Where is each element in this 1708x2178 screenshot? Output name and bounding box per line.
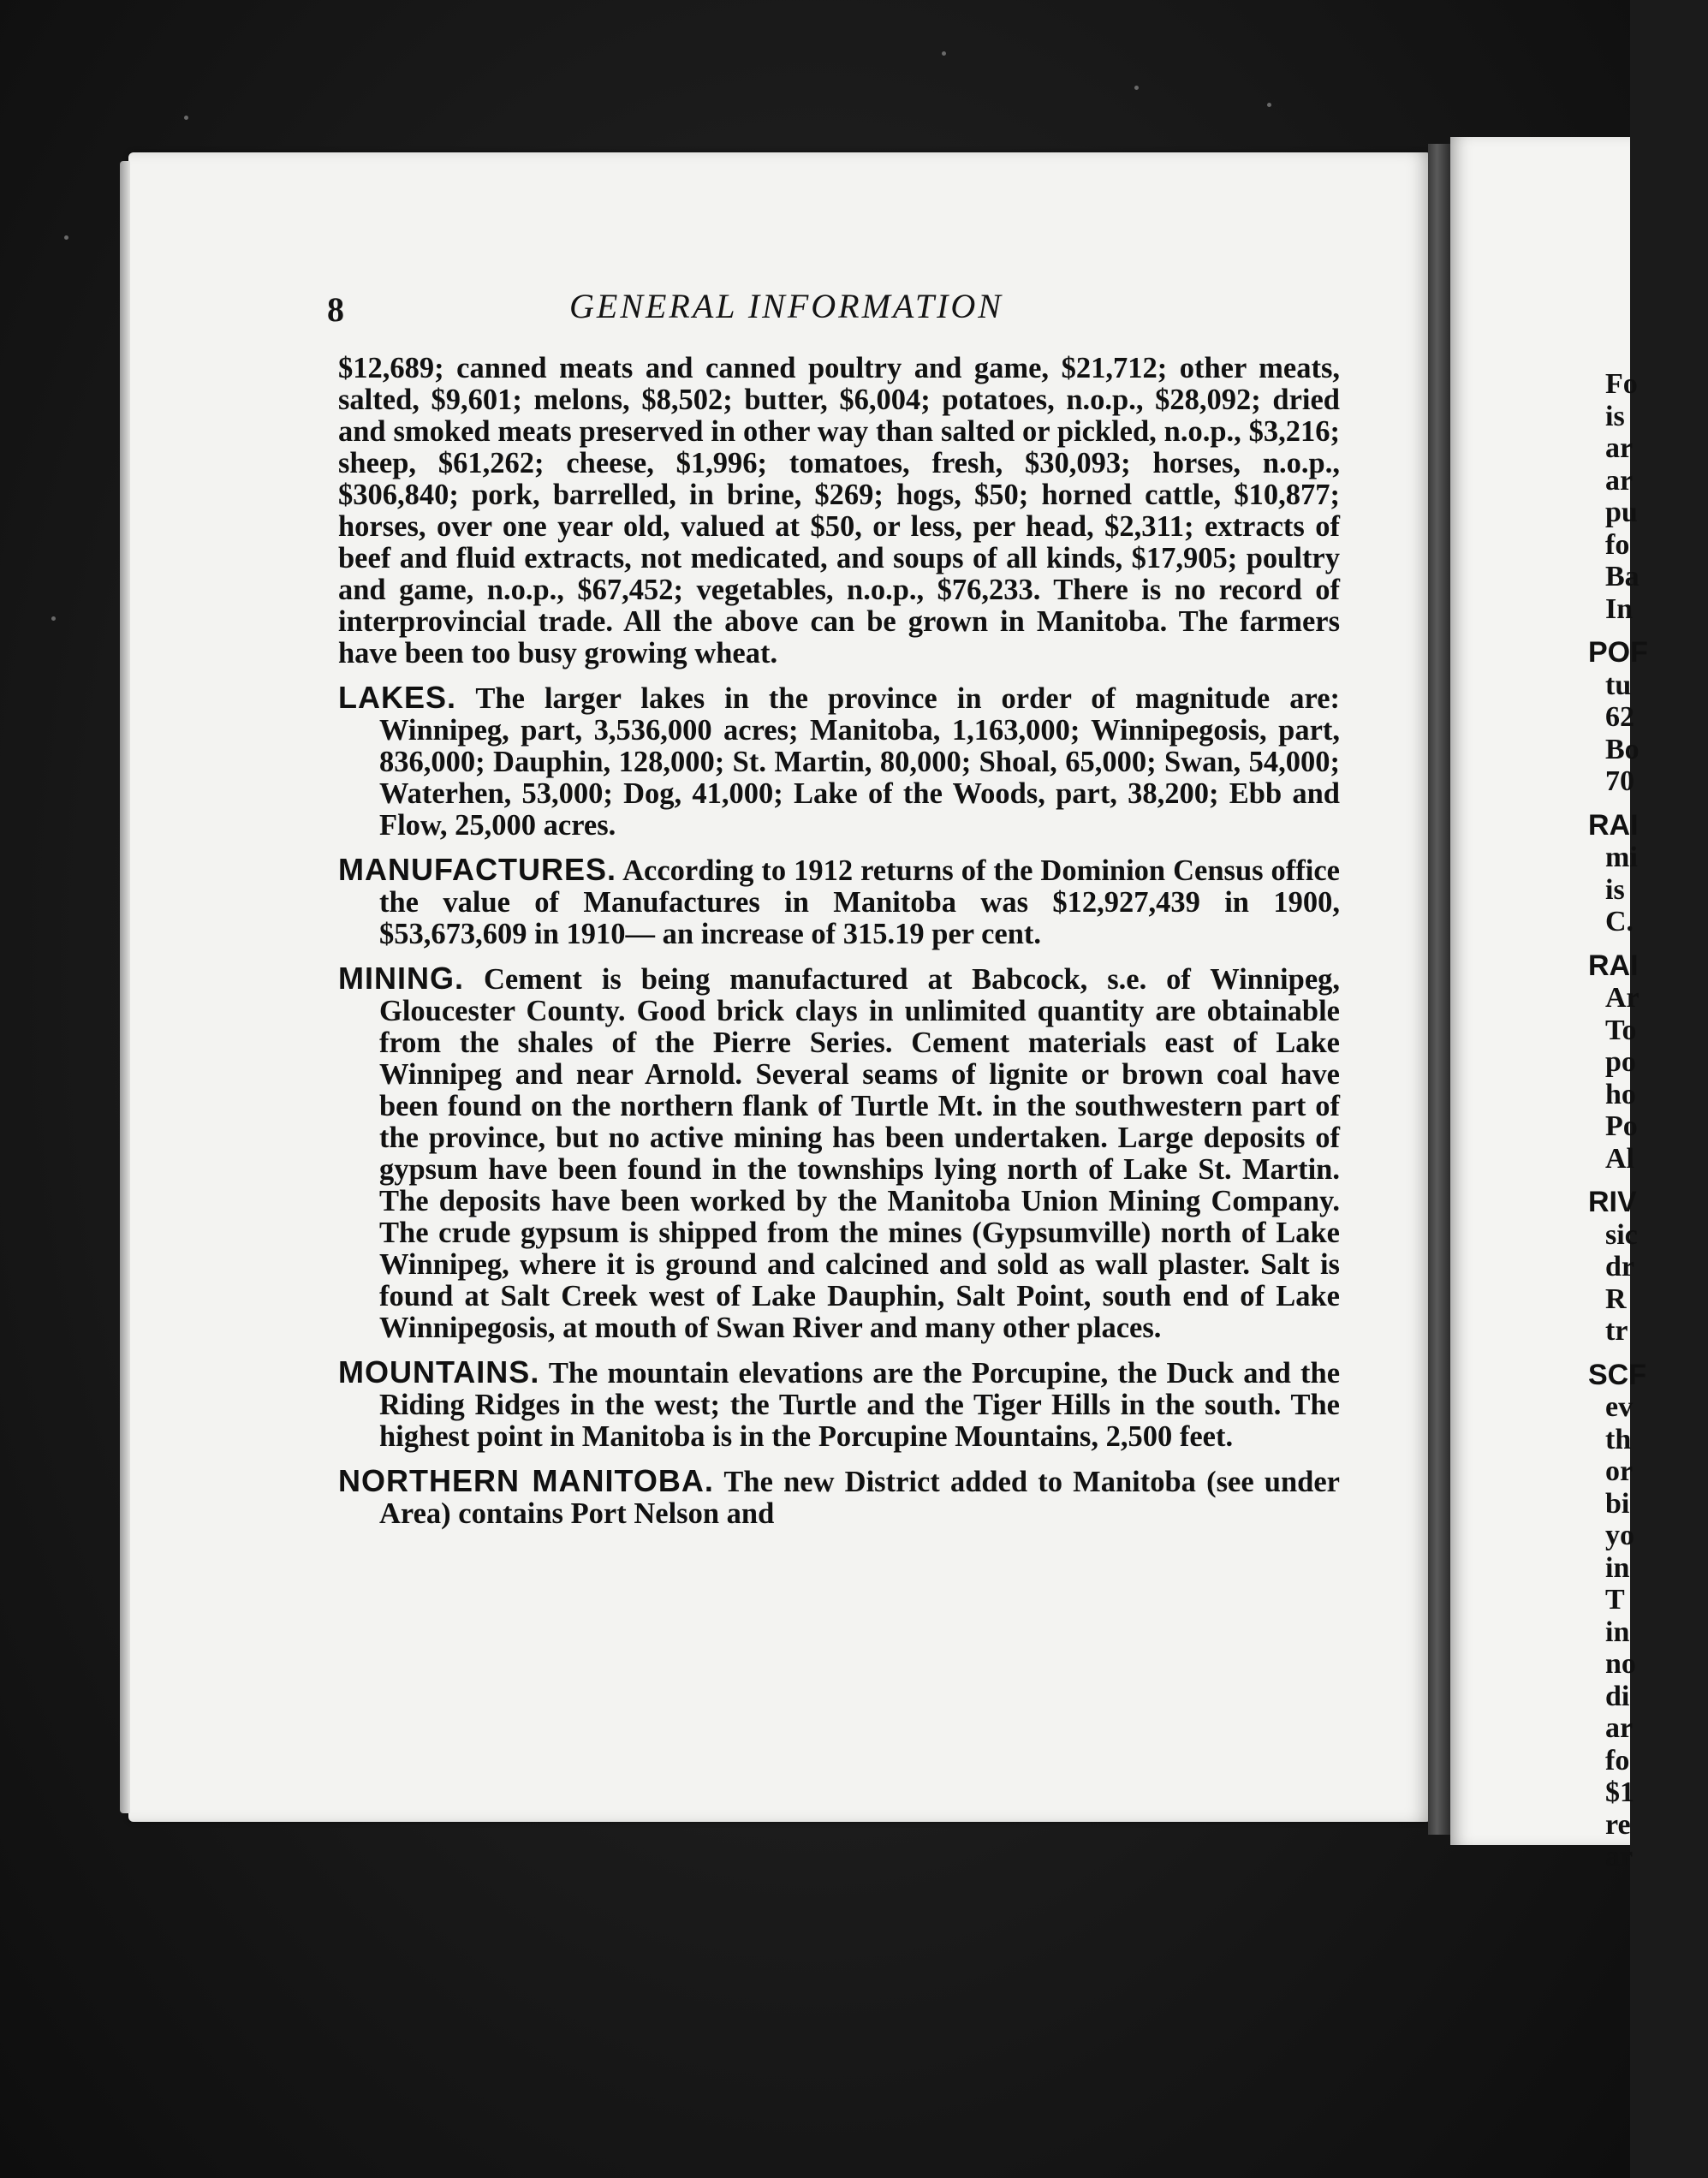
- facing-page-text: [1588, 368, 1708, 1873]
- entry-body: The new District added to Manitoba (see under Area) contains Port Nelson and: [379, 1466, 1340, 1530]
- entry-body: Cement is being manufactured at Babcock, s.e. of Winnipeg, Gloucester County. Good brick clays in unlimited quantity are obtainable from the shales of the Pierre Series. Cement materials east of Lake Winnipeg and near Arnold. Several seams of lignite or brown coal have been found on the northern flank of Turtle Mt. in the southwestern part of the province, but no active mining has been undertaken. Large deposits of gypsum have been found in the townships lying north of Lake St. Martin. The deposits have been worked by the Manitoba Union Mining Company. The crude gypsum is shipped from the mines (Gypsumville) north of Lake Winnipeg, where it is ground and calcined and sold as wall plaster. Salt is found at Salt Creek west of Lake Dauphin, Salt Point, south end of Lake Winnipegosis, at mouth of Swan River and many other places.: [379, 963, 1341, 1344]
- facing-page-fragment: Po: [1605, 1110, 1638, 1142]
- dust-speck: [51, 616, 56, 621]
- facing-page-fragment: C.: [1605, 906, 1634, 937]
- entry-mountains: [338, 1356, 1340, 1453]
- page-number: 8: [327, 290, 344, 329]
- main-text: [338, 353, 1340, 1537]
- facing-page-fragment: RAI: [1588, 808, 1639, 842]
- facing-page-fragment: Ba: [1605, 561, 1640, 592]
- facing-page-fragment: ar: [1605, 1712, 1634, 1744]
- facing-page-fragment: Ar: [1605, 982, 1640, 1014]
- entry-body: The larger lakes in the province in order of magnitude are: Winnipeg, part, 3,536,000 acres; Manitoba, 1,163,000; Winnipegosis, part, 836,000; Dauphin, 128,000; St. Martin, 80,000; Shoal, 65,000; Swan, 54,000; Waterhen, 53,000; Dog, 41,000; Lake of the Woods, part, 38,200; Ebb and Flow, 25,000 acres.: [379, 682, 1340, 842]
- facing-page-fragment: ev: [1605, 1391, 1634, 1423]
- facing-page-fragment: sic: [1605, 1218, 1638, 1251]
- entry-mining: [338, 962, 1340, 1344]
- facing-page-fragment: th: [1605, 1423, 1632, 1455]
- facing-page-fragment: or: [1605, 1455, 1634, 1487]
- running-title: GENERAL INFORMATION: [569, 287, 1003, 325]
- dust-speck: [1267, 103, 1271, 107]
- entry-lakes: [338, 681, 1340, 842]
- facing-page-fragment: no: [1605, 1648, 1636, 1680]
- facing-page-fragment: $1: [1605, 1776, 1634, 1808]
- facing-page-fragment: To: [1605, 1014, 1637, 1046]
- entry-manufactures: [338, 854, 1340, 950]
- facing-page-fragment: POF: [1588, 636, 1648, 669]
- entry-body: The mountain elevations are the Porcupine, the Duck and the Riding Ridges in the west; the Turtle and the Tiger Hills in the south. The highest point in Manitoba is in the Porcupine Mountains, 2,500 feet.: [379, 1357, 1341, 1453]
- facing-page-fragment: R: [1605, 1282, 1627, 1315]
- facing-page-fragment: 70: [1605, 765, 1634, 797]
- facing-page-fragment: yo: [1605, 1520, 1634, 1551]
- facing-page-fragment: Bo: [1605, 733, 1640, 765]
- facing-page-fragment: tu: [1605, 669, 1632, 701]
- facing-page-fragment: in: [1605, 1616, 1630, 1648]
- right-page: [1450, 137, 1630, 1845]
- continuation-paragraph: $12,689; canned meats and canned poultry and game, $21,712; other meats, salted, $9,601; melons, $8,502; butter, $6,004; potatoes, n.o.p., $28,092; dried and smoked meats preserved in other way than salted or pickled, n.o.p., $3,216; sheep, $61,262; cheese, $1,996; tomatoes, fresh, $30,093; horses, n.o.p., $306,840; pork, barrelled, in brine, $269; hogs, $50; horned cattle, $10,877; horses, over one year old, valued at $50, or less, per head, $2,311; extracts of beef and fluid extracts, not medicated, and soups of all kinds, $17,905; poultry and game, n.o.p., $67,452; vegetables, n.o.p., $76,233. There is no record of interprovincial trade. All the above can be grown in Manitoba. The farmers have been too busy growing wheat.: [338, 352, 1340, 669]
- facing-page-fragment: pu: [1605, 497, 1638, 528]
- facing-page-fragment: ar: [1605, 464, 1634, 497]
- facing-page-fragment: ar: [1605, 1841, 1634, 1872]
- facing-page-fragment: mi: [1605, 842, 1638, 873]
- entry-body: According to 1912 returns of the Dominion Census office the value of Manufactures in Manitoba was $12,927,439 in 1900, $53,673,609 in 1910— an increase of 315.19 per cent.: [379, 854, 1340, 950]
- facing-page-fragment: po: [1605, 1046, 1636, 1078]
- entry-heading: MINING.: [338, 961, 464, 996]
- facing-page-fragment: Fo: [1605, 368, 1638, 400]
- dust-speck: [942, 51, 946, 56]
- entry-northern-manitoba: [338, 1465, 1340, 1530]
- facing-page-fragment: in: [1605, 1551, 1630, 1584]
- facing-page-fragment: RIV: [1588, 1186, 1637, 1218]
- facing-page-fragment: ho: [1605, 1078, 1636, 1110]
- facing-page-fragment: dr: [1605, 1251, 1634, 1282]
- facing-page-fragment: is: [1605, 873, 1625, 906]
- facing-page-fragment: bi: [1605, 1487, 1630, 1520]
- entry-heading: NORTHERN MANITOBA.: [338, 1463, 714, 1498]
- facing-page-fragment: fo: [1605, 1744, 1630, 1776]
- facing-page-fragment: Al: [1605, 1142, 1634, 1175]
- dust-speck: [64, 235, 68, 240]
- entry-heading: MANUFACTURES.: [338, 852, 616, 887]
- book-gutter: [1428, 144, 1450, 1835]
- dust-speck: [184, 116, 188, 120]
- entry-heading: MOUNTAINS.: [338, 1354, 540, 1390]
- dust-speck: [1134, 86, 1139, 90]
- facing-page-fragment: is: [1605, 400, 1625, 432]
- facing-page-fragment: In: [1605, 592, 1634, 625]
- facing-page-fragment: ar: [1605, 432, 1634, 464]
- facing-page-fragment: T: [1605, 1584, 1625, 1616]
- facing-page-fragment: tr: [1605, 1315, 1628, 1347]
- facing-page-fragment: fo: [1605, 528, 1630, 561]
- entry-heading: LAKES.: [338, 680, 457, 715]
- facing-page-fragment: RAI: [1588, 949, 1639, 982]
- facing-page-fragment: re: [1605, 1808, 1631, 1841]
- facing-page-fragment: 62: [1605, 701, 1634, 733]
- facing-page-fragment: di: [1605, 1680, 1630, 1712]
- facing-page-fragment: SCF: [1588, 1358, 1646, 1391]
